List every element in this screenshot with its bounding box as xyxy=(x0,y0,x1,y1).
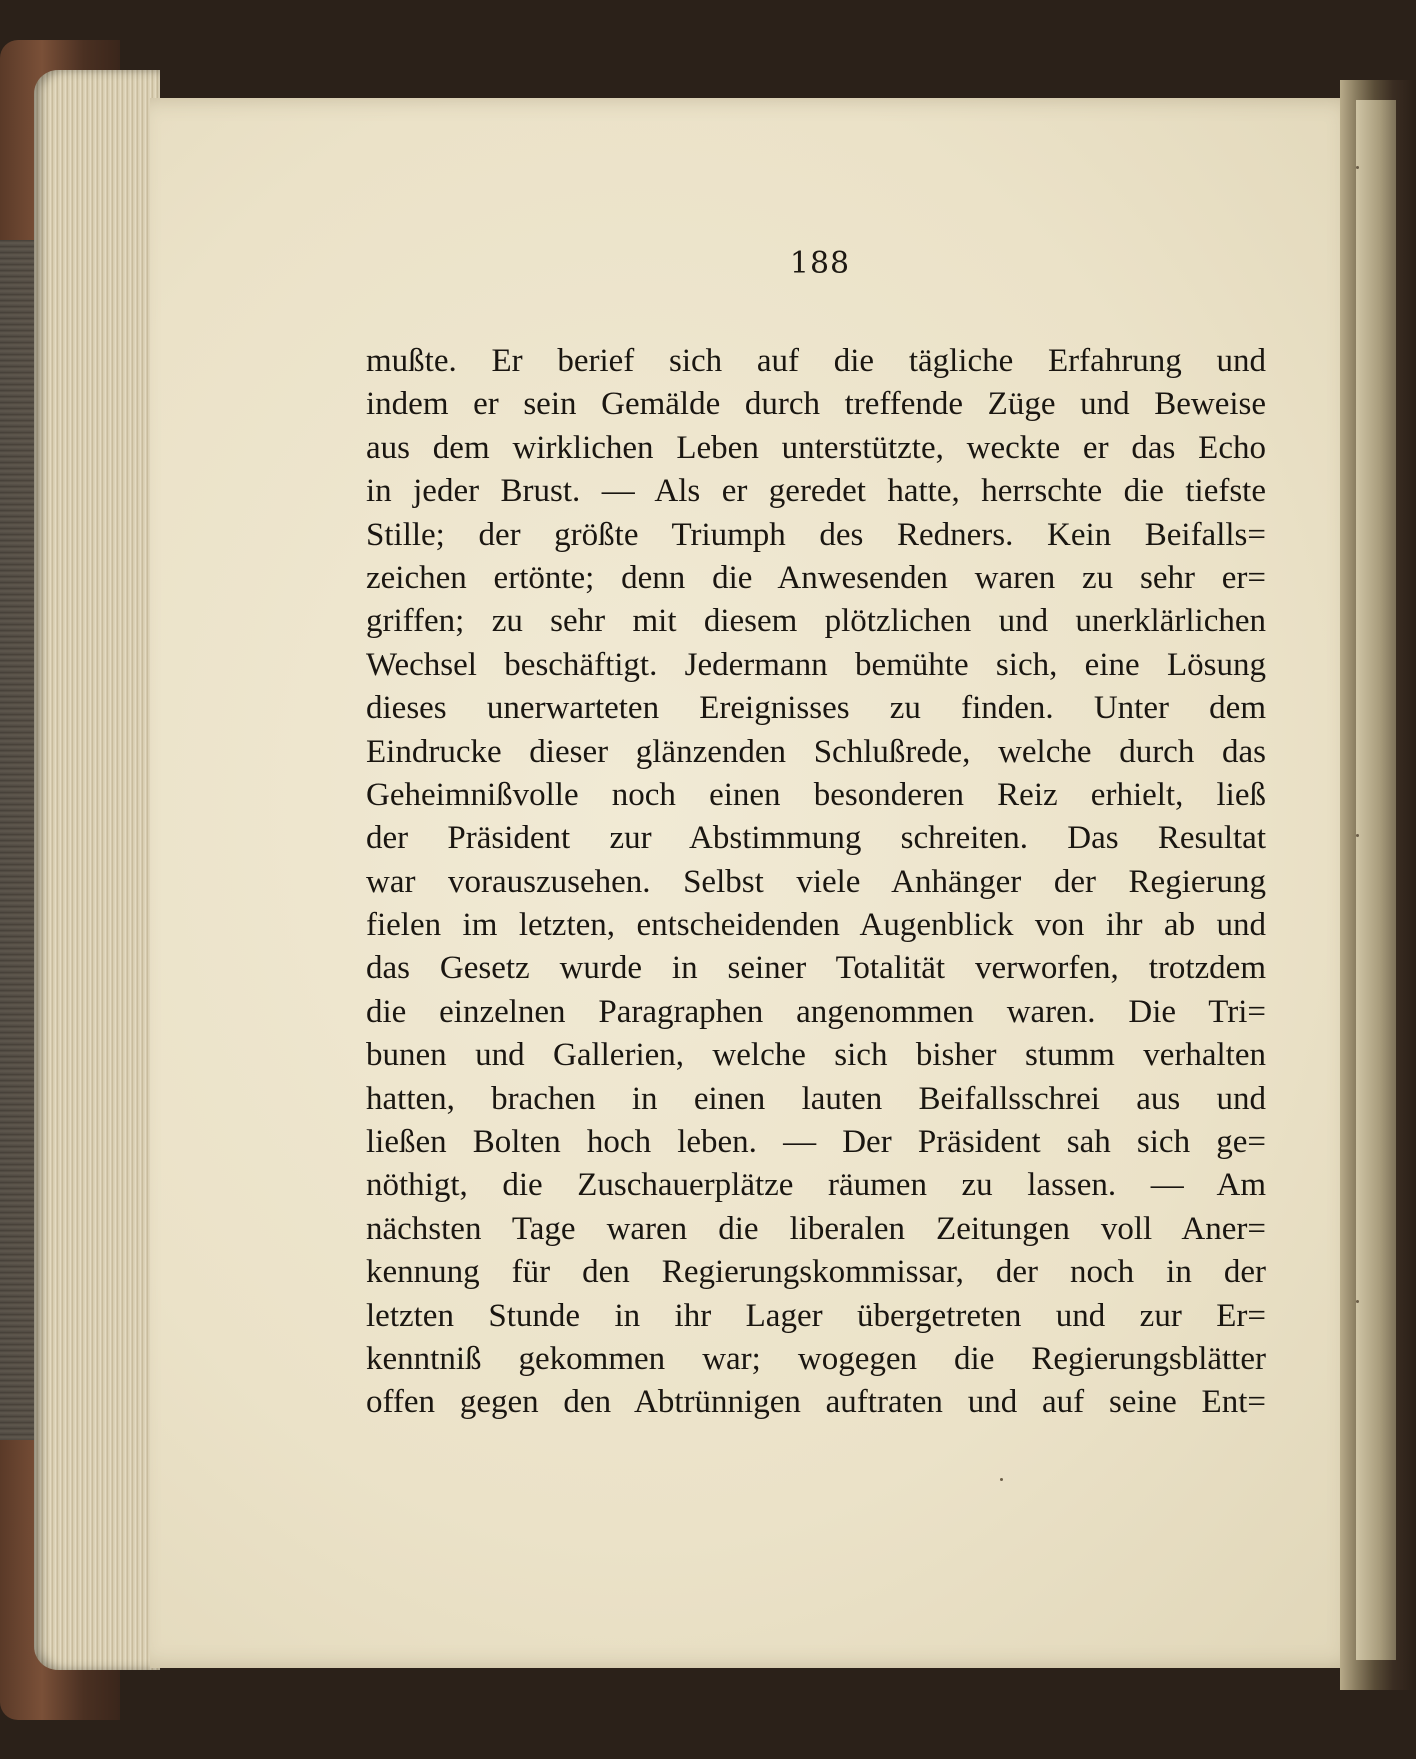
page-edges xyxy=(34,70,160,1670)
text-line: fielen im letzten, entscheidenden Augenblick von ihr ab und xyxy=(366,907,1266,944)
page-body-text xyxy=(366,340,1266,1425)
text-line: kenntniß gekommen war; wogegen die Regierungsblätter xyxy=(366,1340,1266,1377)
paper-speck xyxy=(1356,166,1359,169)
paper-speck xyxy=(1000,1478,1003,1481)
text-line: Wechsel beschäftigt. Jedermann bemühte sich, eine Lösung xyxy=(366,646,1266,683)
text-line: indem er sein Gemälde durch treffende Züge und Beweise xyxy=(366,386,1266,423)
paper-speck xyxy=(1356,1300,1359,1303)
paper-speck xyxy=(1356,834,1359,837)
page-number: 188 xyxy=(789,246,851,281)
text-line: das Gesetz wurde in seiner Totalität verworfen, trotzdem xyxy=(366,950,1266,987)
text-line: mußte. Er berief sich auf die tägliche Erfahrung und xyxy=(366,343,1266,379)
text-line: war vorauszusehen. Selbst viele Anhänger der Regierung xyxy=(366,863,1266,900)
text-line: griffen; zu sehr mit diesem plötzlichen und unerklärlichen xyxy=(366,603,1266,640)
text-line: aus dem wirklichen Leben unterstützte, weckte er das Echo xyxy=(366,429,1266,466)
text-line: kennung für den Regierungskommissar, der noch in der xyxy=(366,1254,1266,1291)
text-line: die einzelnen Paragraphen angenommen waren. Die Tri= xyxy=(366,993,1266,1030)
text-line: dieses unerwarteten Ereignisses zu finden. Unter dem xyxy=(366,690,1266,727)
text-line: bunen und Gallerien, welche sich bisher stumm verhalten xyxy=(366,1037,1266,1074)
text-line: Eindrucke dieser glänzenden Schlußrede, welche durch das xyxy=(366,733,1266,770)
text-line: in jeder Brust. — Als er geredet hatte, herrschte die tiefste xyxy=(366,473,1266,510)
text-line: hatten, brachen in einen lauten Beifallsschrei aus und xyxy=(366,1080,1266,1117)
text-line: letzten Stunde in ihr Lager übergetreten und zur Er= xyxy=(366,1297,1266,1334)
text-line: nächsten Tage waren die liberalen Zeitungen voll Aner= xyxy=(366,1210,1266,1247)
text-line: zeichen ertönte; denn die Anwesenden waren zu sehr er= xyxy=(366,559,1266,596)
text-line: nöthigt, die Zuschauerplätze räumen zu lassen. — Am xyxy=(366,1167,1266,1204)
text-line: Stille; der größte Triumph des Redners. Kein Beifalls= xyxy=(366,516,1266,553)
text-line: der Präsident zur Abstimmung schreiten. Das Resultat xyxy=(366,820,1266,857)
text-line: ließen Bolten hoch leben. — Der Präsident sah sich ge= xyxy=(366,1124,1266,1161)
text-line: offen gegen den Abtrünnigen auftraten und auf seine Ent= xyxy=(366,1384,1266,1421)
text-line: Geheimnißvolle noch einen besonderen Reiz erhielt, ließ xyxy=(366,776,1266,813)
facing-page-edge xyxy=(1356,100,1396,1660)
